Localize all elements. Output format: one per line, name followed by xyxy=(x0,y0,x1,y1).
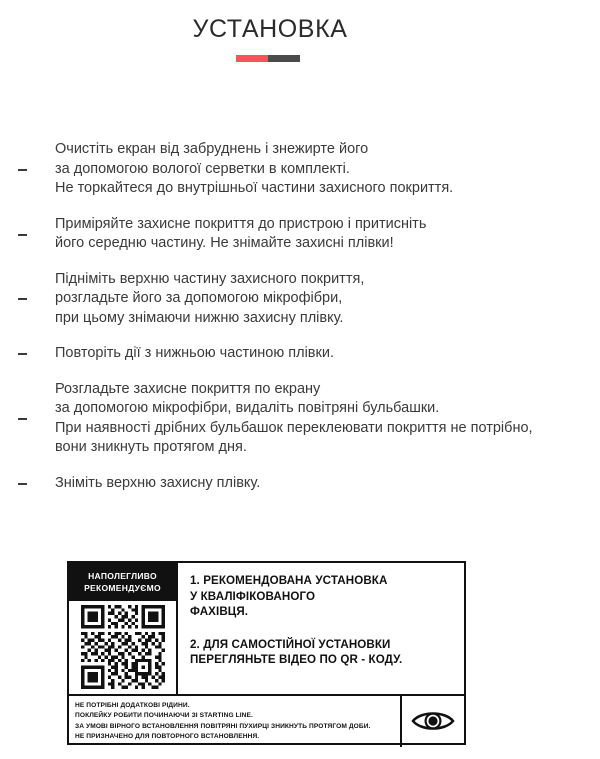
fineprint-line: ПОКЛЕЙКУ РОБИТИ ПОЧИНАЮЧИ ЗІ STARTING LINE. xyxy=(75,712,253,720)
card-heading-1 xyxy=(190,573,454,620)
card-heading-2-line-2: ПЕРЕГЛЯНЬТЕ ВІДЕО ПО QR - КОДУ. xyxy=(190,653,403,666)
list-item-text xyxy=(55,140,600,199)
list-item xyxy=(0,215,600,254)
eye-icon xyxy=(411,708,455,734)
list-item-line: Повторіть дії з нижньою частиною плівки. xyxy=(55,345,334,361)
list-item-bullet xyxy=(0,291,55,306)
list-item-line: за допомогою вологої серветки в комплекті. xyxy=(55,160,350,177)
list-item-line: при цьому знімаючи нижню захисну плівку. xyxy=(55,309,344,326)
fineprint-line: НЕ ПРИЗНАЧЕНО ДЛЯ ПОВТОРНОГО ВСТАНОВЛЕННЯ. xyxy=(75,733,260,741)
qr-code-icon[interactable] xyxy=(81,605,165,689)
title-divider-red-segment xyxy=(236,55,268,62)
card-heading-1-line-1: 1. РЕКОМЕНДОВАНА УСТАНОВКА xyxy=(190,574,388,587)
list-item-text xyxy=(55,380,600,458)
qr-panel xyxy=(69,563,178,694)
list-item-text xyxy=(55,344,600,364)
fineprint-line: НЕ ПОТРІБНІ ДОДАТКОВІ РІДИНИ. xyxy=(75,702,190,709)
list-item-line: Очистіть екран від забруднень і знежирте його xyxy=(55,141,369,157)
list-item-bullet xyxy=(0,162,55,177)
status-badge xyxy=(69,563,176,601)
card-heading-1-line-3: ФАХІВЦЯ. xyxy=(190,605,249,618)
list-item-bullet xyxy=(0,227,55,242)
list-item-text xyxy=(55,215,600,254)
list-item xyxy=(0,474,600,494)
page-title: УСТАНОВКА xyxy=(192,15,348,43)
title-divider xyxy=(236,55,300,62)
title-divider-dark-segment xyxy=(268,55,300,62)
list-item-line: Розгладьте захисне покриття по екрану xyxy=(55,380,321,397)
eye-icon-cell xyxy=(402,696,464,747)
recommendation-card-lower xyxy=(69,696,464,747)
list-item-line: Підніміть верхню частину захисного покриття, xyxy=(55,270,365,287)
list-item xyxy=(0,270,600,329)
list-item-line: Примiряйте захисне покриття до пристрою і притисніть xyxy=(55,215,427,232)
recommendation-text-panel xyxy=(178,563,464,694)
list-item-line: за допомогою мікрофібри, видаліть повітряні бульбашки. xyxy=(55,400,440,416)
list-item-text xyxy=(55,270,600,329)
list-item-bullet xyxy=(0,411,55,426)
qr-code-wrapper[interactable] xyxy=(69,601,176,694)
list-item-bullet xyxy=(0,346,55,361)
status-badge-line-1: НАПОЛЕГЛИВО xyxy=(88,571,157,581)
fineprint-panel xyxy=(69,696,402,747)
recommendation-card-upper xyxy=(69,563,464,696)
list-item-line: розгладьте його за допомогою мікрофібри, xyxy=(55,290,343,306)
list-item xyxy=(0,344,600,364)
card-heading-2 xyxy=(190,637,454,668)
list-item-text xyxy=(55,474,600,494)
list-item-line: Не торкайтеся до внутрішньої частини захисного покриття. xyxy=(55,180,454,196)
list-item-line: Зніміть верхню захисну плівку. xyxy=(55,474,261,491)
fineprint-line: ЗА УМОВІ ВІРНОГО ВСТАНОВЛЕННЯ ПОВІТРЯНІ ПУХИРЦІ ЗНИКНУТЬ ПРОТЯГОМ ДОБИ. xyxy=(75,722,371,730)
list-item-bullet xyxy=(0,476,55,491)
list-item-line: його середню частину. Не знімайте захисні плівки! xyxy=(55,235,394,251)
recommendation-card xyxy=(67,561,466,745)
list-item-line: При наявності дрібних бульбашок переклеювати покриття не потрібно, xyxy=(55,419,533,436)
card-heading-2-line-1: 2. ДЛЯ САМОСТІЙНОЇ УСТАНОВКИ xyxy=(190,637,391,651)
instruction-steps-list xyxy=(0,140,600,509)
card-heading-1-line-2: У КВАЛІФІКОВАНОГО xyxy=(190,589,316,603)
list-item-line: вони зникнуть протягом дня. xyxy=(55,439,247,455)
status-badge-line-2: РЕКОМЕНДУЄМО xyxy=(84,583,161,593)
list-item xyxy=(0,380,600,458)
list-item xyxy=(0,140,600,199)
